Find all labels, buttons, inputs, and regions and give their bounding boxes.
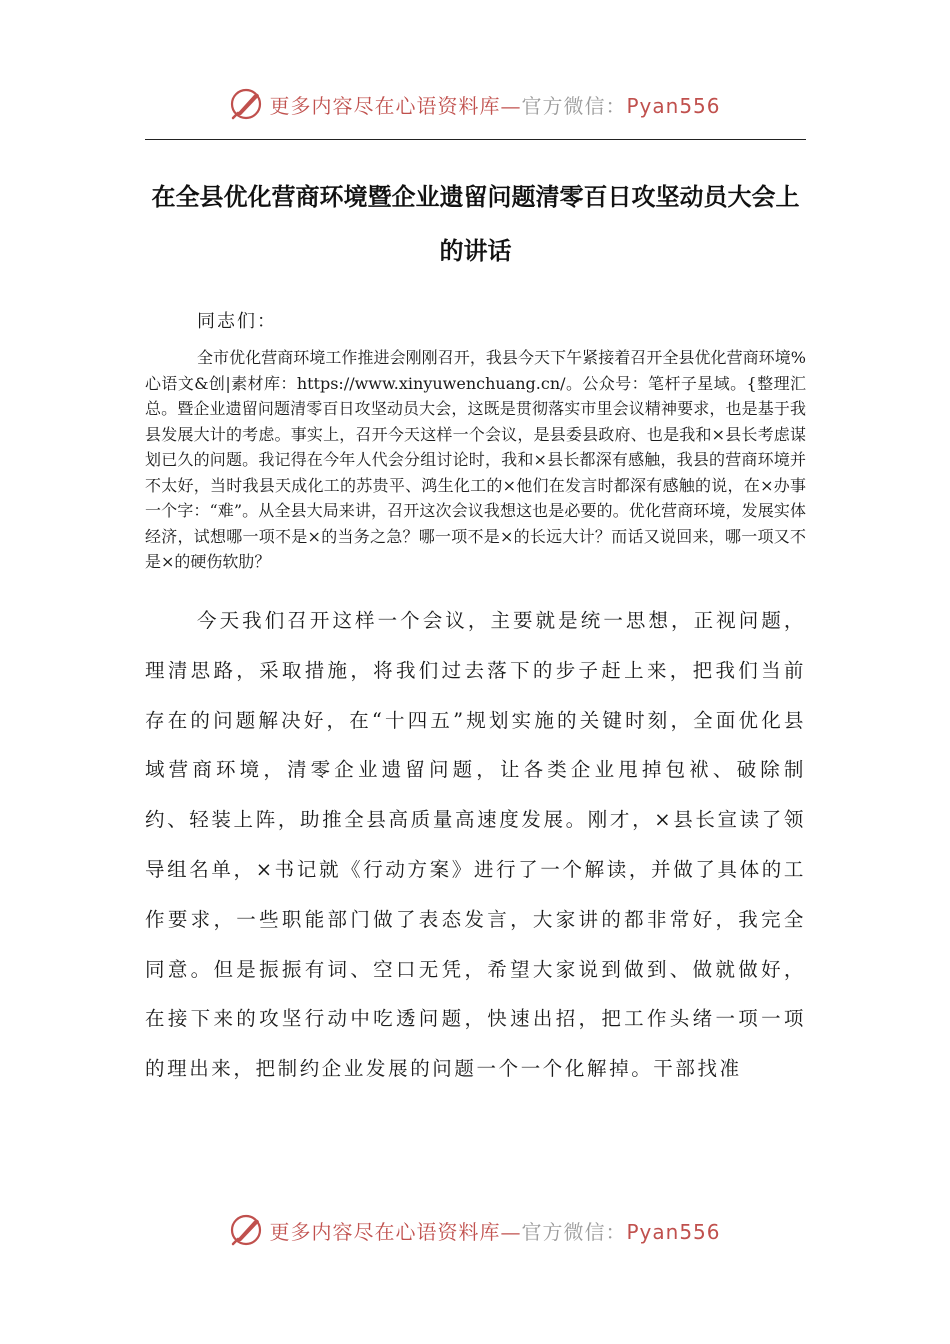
banner-site-text: 更多内容尽在心语资料库	[269, 1219, 501, 1244]
body-paragraph-2: 今天我们召开这样一个会议，主要就是统一思想，正视问题，理清思路，采取措施，将我们过去落下的步子赶上来，把我们当前存在的问题解决好，在“十四五”规划实施的关键时刻，全面优化县域营商环境，清零企业遗留问题，让各类企业甩掉包袱、破除制约、轻装上阵，助推全县高质量高速度发展。刚才，×县长宣读了领导组名单，×书记就《行动方案》进行了一个解读，并做了具体的工作要求，一些职能部门做了表态发言，大家讲的都非常好，我完全同意。但是振振有词、空口无凭，希望大家说到做到、做就做好，在接下来的攻坚行动中吃透问题，快速出招，把工作头绪一项一项的理出来，把制约企业发展的问题一个一个化解掉。干部找准	[145, 609, 806, 1081]
banner-site-text: 更多内容尽在心语资料库	[269, 93, 501, 118]
banner-wechat-label: 官方微信：	[521, 1219, 627, 1244]
footer-banner-text	[269, 1216, 720, 1245]
banner-dash: —	[500, 1219, 522, 1244]
banner-wechat-id: Pyan556	[626, 1219, 721, 1244]
header-banner-text	[269, 90, 720, 119]
body-paragraph-1: 全市优化营商环境工作推进会刚刚召开，我县今天下午紧接着召开全县优化营商环境%心语文&创|素材库：https://www.xinyuwenchuang.cn/。公众号：笔杆子星域。{整理汇总。暨企业遗留问题清零百日攻坚动员大会，这既是贯彻落实市里会议精神要求，也是基于我县发展大计的考虑。事实上，召开今天这样一个会议，是县委县政府、也是我和×县长考虑谋划已久的问题。我记得在今年人代会分组讨论时，我和×县长都深有感触，我县的营商环境并不太好，当时我县天成化工的苏贵平、鸿生化工的×他们在发言时都深有感触的说，在×办事一个字：“难”。从全县大局来讲，召开这次会议我想这也是必要的。优化营商环境，发展实体经济，试想哪一项不是×的当务之急？哪一项不是×的长远大计？而话又说回来，哪一项又不是×的硬伤软肋？	[145, 348, 806, 571]
banner-wechat-id: Pyan556	[626, 93, 721, 118]
header-banner	[0, 80, 950, 128]
footer-banner	[0, 1206, 950, 1254]
quill-pen-logo-icon	[229, 87, 263, 121]
salutation: 同志们：	[197, 311, 277, 332]
banner-wechat-label: 官方微信：	[521, 93, 627, 118]
quill-pen-logo-icon	[229, 1213, 263, 1247]
banner-dash: —	[500, 93, 522, 118]
header-divider	[145, 139, 806, 140]
document-title: 在全县优化营商环境暨企业遗留问题清零百日攻坚动员大会上的讲话	[151, 183, 800, 265]
